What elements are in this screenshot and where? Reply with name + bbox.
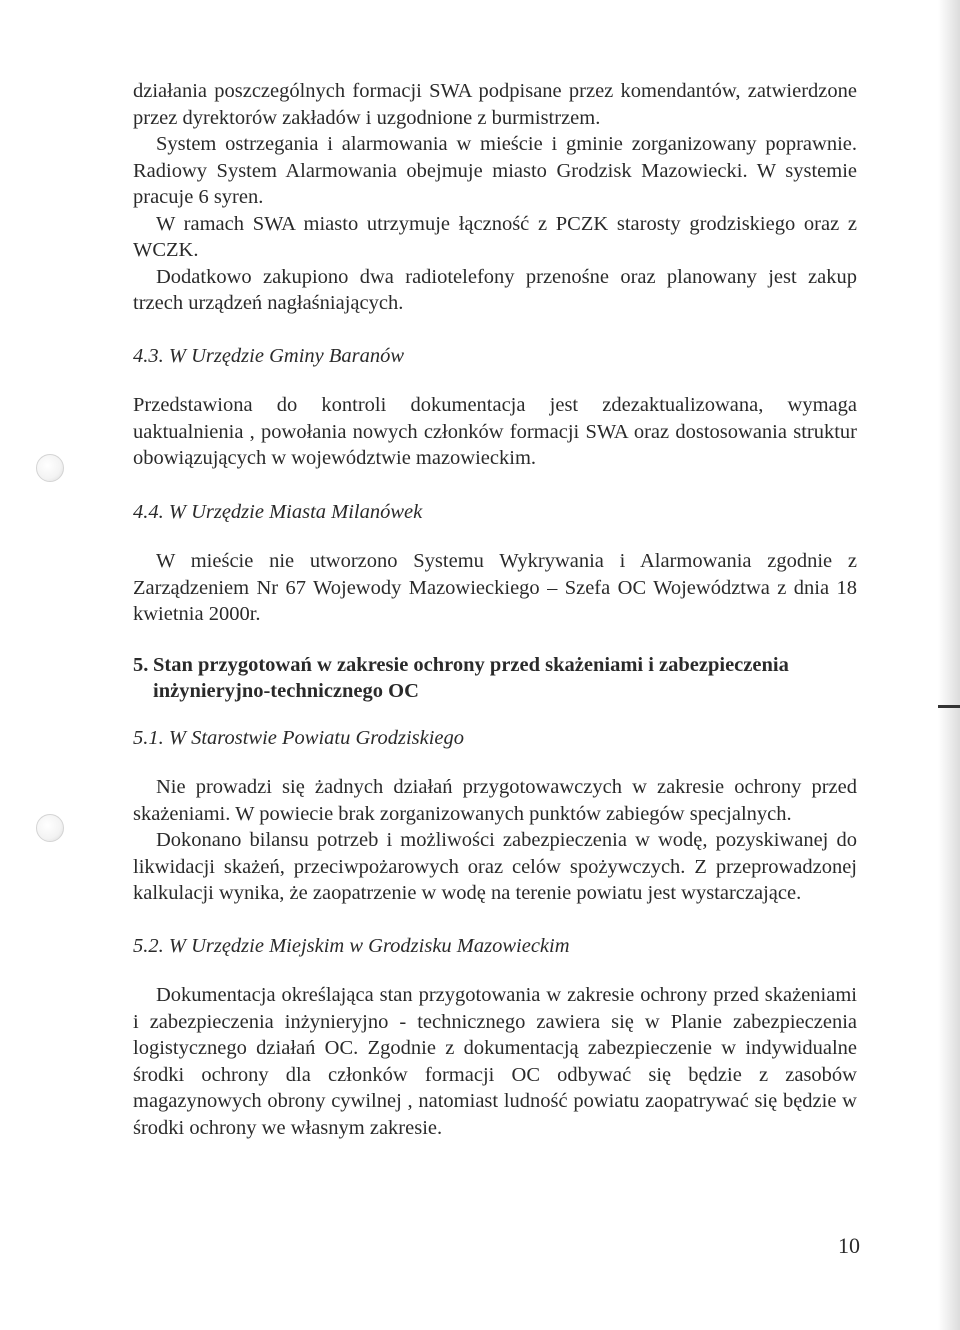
paragraph-4-3: Przedstawiona do kontroli dokumentacja jest zdezaktualizowana, wymaga uaktualnienia , powołania nowych członków formacji SWA oraz dostosowania struktur obowiązujących w województwie mazowieckim.	[133, 394, 857, 469]
paragraph-5-1-b: Dokonano bilansu potrzeb i możliwości zabezpieczenia w wodę, pozyskiwanej do likwidacji skażeń, przeciwpożarowych oraz celów spożywczych. Z przeprowadzonej kalkulacji wynika, że zaopatrzenie w wodę na terenie powiatu jest wystarczające.	[133, 829, 857, 904]
heading-4-4: 4.4. W Urzędzie Miasta Milanówek	[133, 500, 423, 523]
paragraph-5-1-a: Nie prowadzi się żadnych działań przygotowawczych w zakresie ochrony przed skażeniami. W powiecie brak zorganizowanych punktów zabiegów specjalnych.	[133, 776, 857, 825]
heading-5-1: 5.1. W Starostwie Powiatu Grodziskiego	[133, 726, 465, 749]
document-body	[133, 78, 857, 1141]
punch-hole-upper	[36, 454, 64, 482]
scan-page-edge	[938, 0, 960, 1330]
paragraph-intro-2: System ostrzegania i alarmowania w mieście i gminie zorganizowany poprawnie. Radiowy System Alarmowania obejmuje miasto Grodzisk Mazowiecki. W systemie pracuje 6 syren.	[133, 133, 857, 208]
page-number: 10	[838, 1233, 860, 1258]
heading-5-2: 5.2. W Urzędzie Miejskim w Grodzisku Mazowieckim	[133, 934, 570, 957]
paragraph-5-2: Dokumentacja określająca stan przygotowania w zakresie ochrony przed skażeniami i zabezpieczenia inżynieryjno - technicznego zawiera się w Planie zabezpieczenia logistycznego działań OC. Zgodnie z dokumentacją zabezpieczenie w indywidualne środki ochrony dla członków formacji OC odbywać się będzie z zasobów magazynowych obrony cywilnej , natomiast ludność powiatu zaopatrywać się będzie w środki ochrony we własnym zakresie.	[133, 984, 857, 1139]
paragraph-intro-4: Dodatkowo zakupiono dwa radiotelefony przenośne oraz planowany jest zakup trzech urządzeń nagłaśniających.	[133, 265, 857, 314]
heading-5-number: 5.	[133, 653, 149, 676]
paragraph-4-4: W mieście nie utworzono Systemu Wykrywania i Alarmowania zgodnie z Zarządzeniem Nr 67 Wojewody Mazowieckiego – Szefa OC Województwa z dnia 18 kwietnia 2000r.	[133, 550, 857, 625]
heading-5-title-line2: inżynieryjno-technicznego OC	[153, 680, 419, 702]
heading-5-title-line1: Stan przygotowań w zakresie ochrony przed skażeniami i zabezpieczenia	[153, 653, 789, 676]
scan-edge-mark	[938, 705, 960, 708]
heading-5	[133, 652, 857, 705]
punch-hole-lower	[36, 814, 64, 842]
paragraph-intro-3: W ramach SWA miasto utrzymuje łączność z PCZK starosty grodziskiego oraz z WCZK.	[133, 212, 857, 261]
heading-4-3: 4.3. W Urzędzie Gminy Baranów	[133, 344, 405, 367]
paragraph-intro-1: działania poszczególnych formacji SWA podpisane przez komendantów, zatwierdzone przez dyrektorów zakładów i uzgodnione z burmistrzem.	[133, 80, 857, 129]
